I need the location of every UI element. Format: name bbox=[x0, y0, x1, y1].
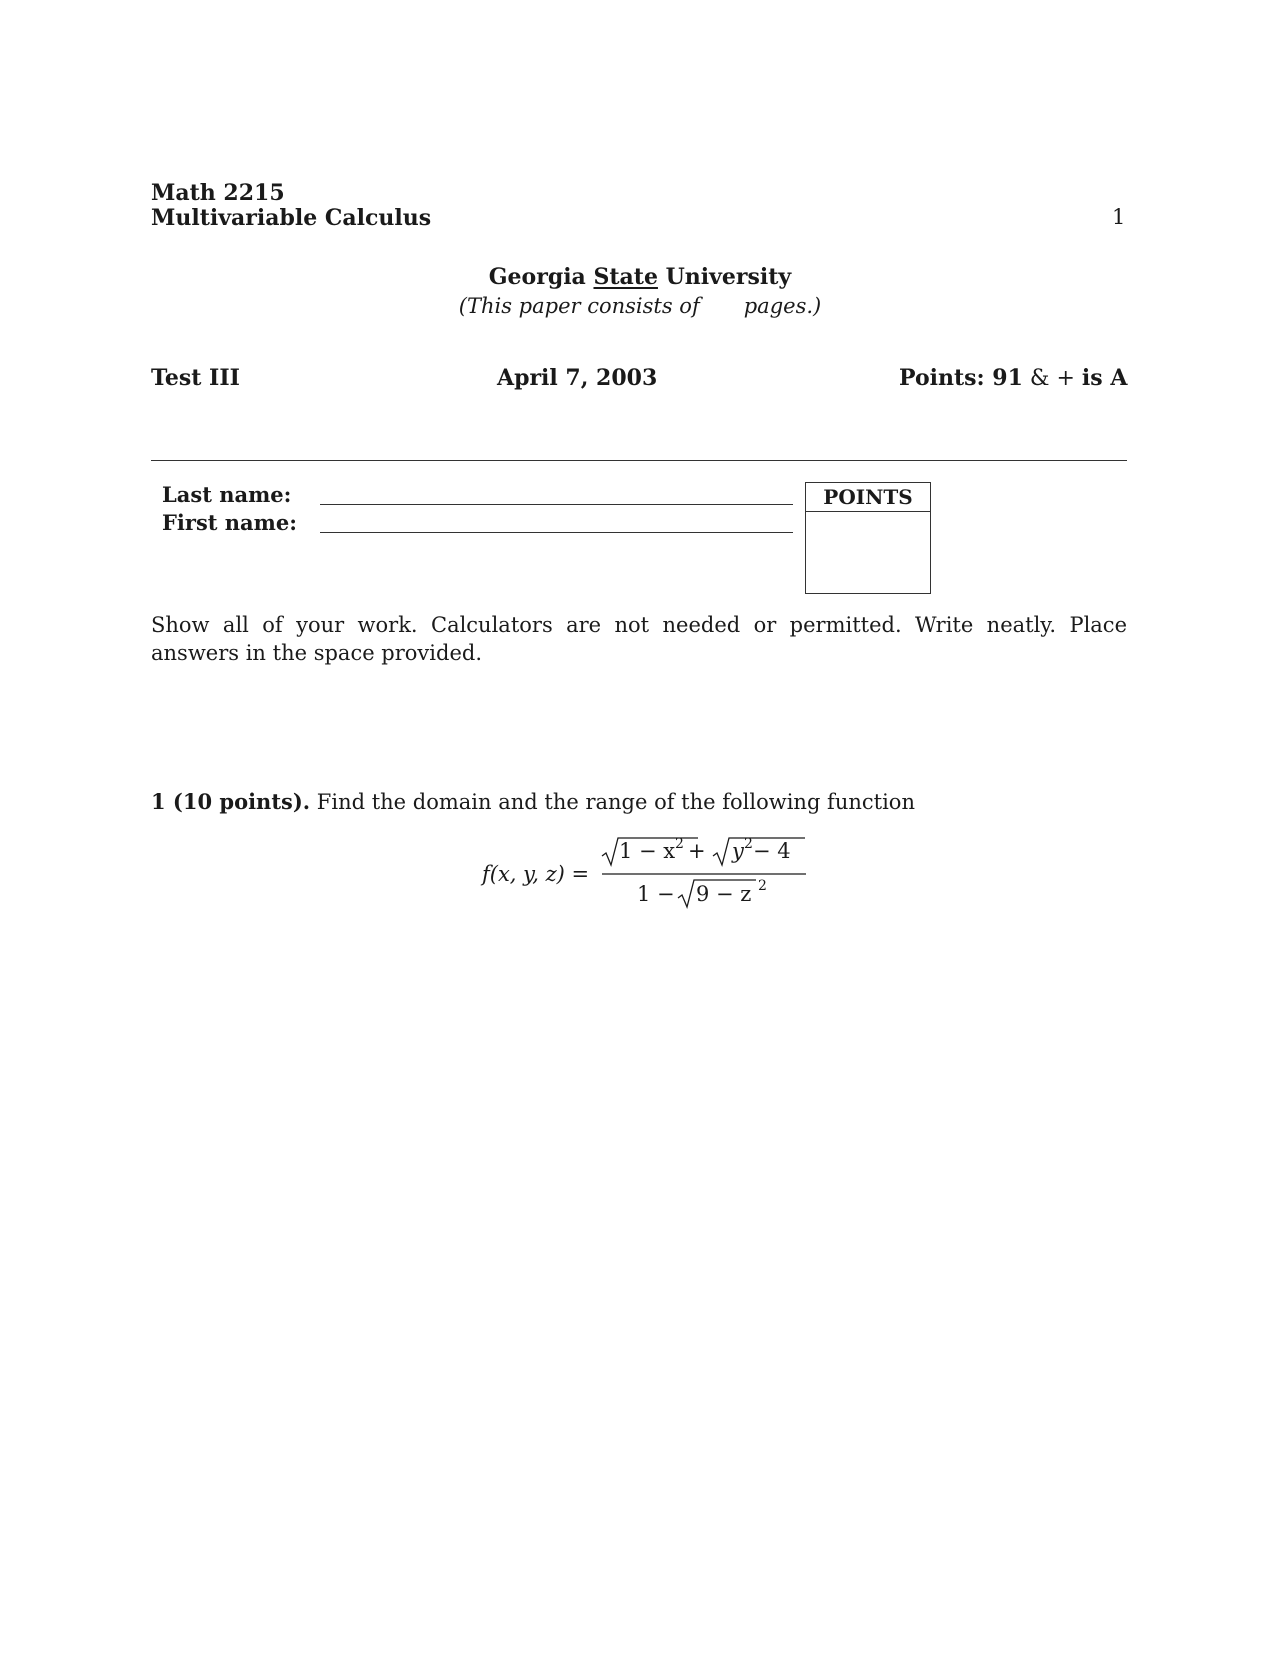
paper-page-count bbox=[0, 294, 1280, 318]
numerator-root1: 1 − x bbox=[619, 839, 676, 863]
problem-1-text: Find the domain and the range of the following function bbox=[310, 790, 915, 814]
numerator-root2-tail: − 4 bbox=[753, 839, 791, 863]
problem-1-formula bbox=[470, 832, 810, 912]
first-name-field[interactable] bbox=[320, 532, 793, 533]
points-box[interactable] bbox=[805, 482, 931, 594]
paper-info-prefix: (This paper consists of bbox=[458, 294, 700, 318]
university-name-part: Georgia bbox=[488, 264, 594, 290]
exponent: 2 bbox=[675, 836, 684, 852]
university-name-underlined: State bbox=[593, 264, 658, 290]
divider bbox=[151, 460, 1127, 461]
problem-1-label: 1 (10 points). bbox=[151, 789, 311, 814]
grading-note bbox=[899, 365, 1127, 391]
grading-note-symbols: & + bbox=[1022, 366, 1082, 391]
test-name: Test III bbox=[151, 365, 240, 391]
grading-note-points: Points: 91 bbox=[899, 365, 1023, 391]
university-name-part: University bbox=[657, 264, 792, 290]
numerator-plus: + bbox=[688, 839, 706, 863]
exponent: 2 bbox=[758, 878, 767, 894]
denominator-root: 9 − z bbox=[696, 882, 752, 906]
last-name-field[interactable] bbox=[320, 504, 793, 505]
denominator-one: 1 − bbox=[637, 882, 675, 906]
instructions: Show all of your work. Calculators are not needed or permitted. Write neatly. Place answers in the space provided. bbox=[151, 613, 1127, 665]
numerator-root2: y bbox=[732, 839, 744, 863]
course-title: Multivariable Calculus bbox=[151, 205, 432, 231]
course-number: Math 2215 bbox=[151, 180, 285, 206]
paper-info-suffix: pages.) bbox=[743, 294, 822, 318]
formula-lhs: f(x, y, z) = bbox=[482, 862, 590, 886]
problem-1-statement bbox=[151, 789, 915, 814]
exponent: 2 bbox=[744, 836, 753, 852]
test-date: April 7, 2003 bbox=[497, 365, 658, 391]
points-box-header: POINTS bbox=[806, 483, 930, 512]
grading-note-grade: is A bbox=[1081, 365, 1128, 391]
university-name bbox=[0, 264, 1280, 290]
last-name-label: Last name: bbox=[162, 482, 292, 507]
first-name-label: First name: bbox=[162, 510, 297, 535]
page-number: 1 bbox=[1112, 205, 1126, 229]
